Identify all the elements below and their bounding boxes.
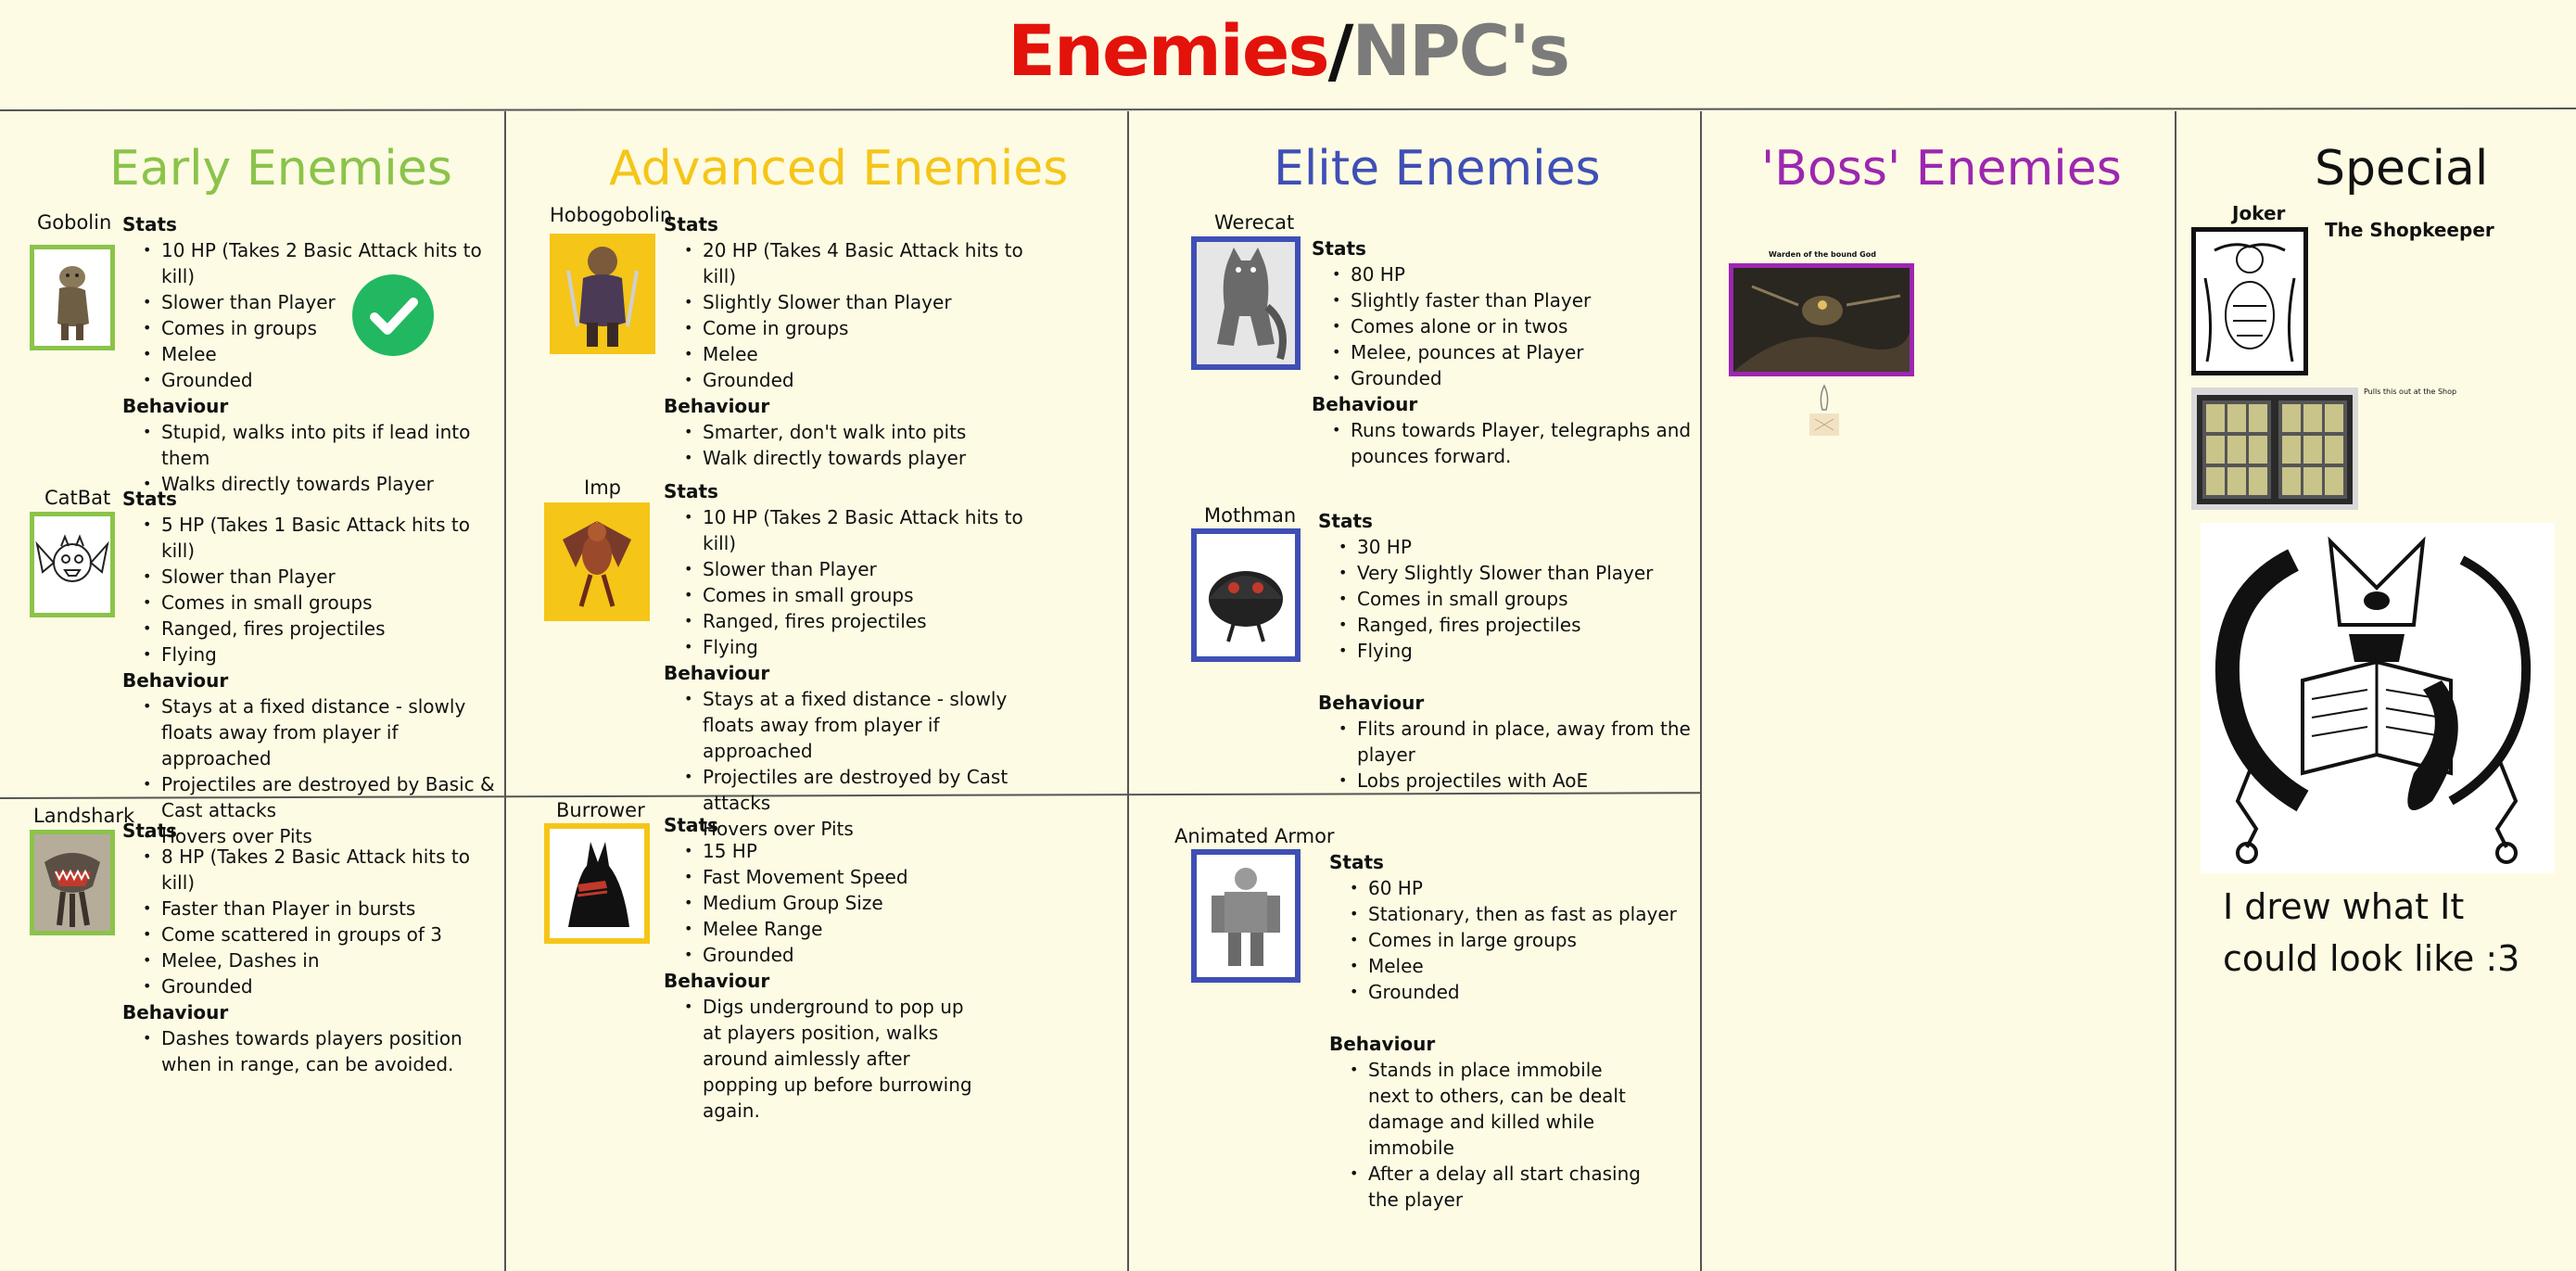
stats-heading: Stats	[122, 488, 177, 510]
behaviour-item: • Digs underground to pop up at players position, walks around aimlessly after popping up before burrowing again.	[664, 994, 979, 1124]
stat-item: • Come scattered in groups of 3	[122, 921, 502, 947]
behaviour-heading: Behaviour	[122, 395, 229, 417]
stat-item: • Melee	[122, 341, 502, 367]
behaviour-item: • Walks directly towards Player	[122, 471, 502, 497]
stat-item: • 15 HP	[664, 838, 1034, 864]
title-enemies: Enemies	[1008, 9, 1328, 92]
stat-item: • Slower than Player	[122, 289, 502, 315]
behaviour-heading: Behaviour	[1318, 692, 1425, 714]
stat-item: • Grounded	[122, 367, 502, 393]
column-heading-boss: 'Boss' Enemies	[1761, 141, 2122, 197]
shopkeeper-drawing-image	[2201, 523, 2555, 873]
stat-item: • Come in groups	[664, 315, 1034, 341]
boss-image	[1729, 263, 1914, 376]
stats-heading: Stats	[1318, 510, 1373, 532]
column-divider-4	[2175, 111, 2176, 1271]
title-npcs: NPC's	[1351, 9, 1568, 92]
behaviour-heading: Behaviour	[664, 970, 770, 992]
behaviour-item: • Stupid, walks into pits if lead into them	[122, 419, 502, 471]
enemy-name-burrower: Burrower	[556, 799, 645, 821]
gobolin-image	[30, 245, 115, 350]
stat-item: • Grounded	[1312, 365, 1694, 391]
stat-item: • Melee Range	[664, 916, 1034, 942]
enemy-name-hobogobolin: Hobogobolin	[550, 204, 673, 226]
behaviour-item: • Hovers over Pits	[664, 816, 1034, 842]
stat-item: • Comes in large groups	[1329, 927, 1694, 953]
behaviour-item: • Hovers over Pits	[122, 823, 502, 849]
landshark-info	[122, 818, 502, 1077]
mothman-info	[1318, 508, 1694, 794]
stat-item: • Flying	[122, 642, 502, 667]
stat-item: • Slower than Player	[122, 564, 502, 590]
stats-heading: Stats	[1329, 851, 1384, 873]
column-divider-2	[1127, 111, 1129, 1271]
burrower-info	[664, 812, 1034, 1124]
behaviour-heading: Behaviour	[1329, 1033, 1436, 1055]
stat-item: • Faster than Player in bursts	[122, 896, 502, 921]
animated-armor-info	[1329, 849, 1694, 1213]
behaviour-item: • Runs towards Player, telegraphs and pounces forward.	[1312, 417, 1694, 469]
behaviour-item: • Smarter, don't walk into pits	[664, 419, 1034, 445]
joker-image	[2191, 227, 2308, 375]
stat-item: • 60 HP	[1329, 875, 1694, 901]
behaviour-item: • Stands in place immobile next to others, can be dealt damage and killed while immobile	[1329, 1057, 1644, 1161]
behaviour-item: • Stays at a fixed distance - slowly floats away from player if approached	[122, 693, 502, 771]
stat-item: • 10 HP (Takes 2 Basic Attack hits to kill)	[122, 237, 502, 289]
stats-heading: Stats	[122, 820, 177, 842]
behaviour-item: • Projectiles are destroyed by Basic & Cast attacks	[122, 771, 502, 823]
stat-item: • Medium Group Size	[664, 890, 1034, 916]
joker-label: Joker	[2232, 202, 2286, 224]
shopkeeper-label: The Shopkeeper	[2325, 219, 2494, 241]
stat-item: • Grounded	[122, 973, 502, 999]
stat-item: • Flying	[664, 634, 1034, 660]
behaviour-heading: Behaviour	[664, 395, 770, 417]
stat-item: • Melee	[664, 341, 1034, 367]
behaviour-heading: Behaviour	[1312, 393, 1418, 415]
card-binder-image	[2191, 388, 2358, 510]
stat-item: • Grounded	[664, 942, 1034, 968]
burrower-image	[544, 823, 650, 944]
behaviour-heading: Behaviour	[122, 669, 229, 692]
column-divider-3	[1700, 111, 1702, 1271]
stat-item: • 10 HP (Takes 2 Basic Attack hits to kill)	[664, 504, 1034, 556]
column-heading-elite: Elite Enemies	[1274, 141, 1601, 197]
hobogobolin-image	[550, 234, 655, 354]
enemy-name-landshark: Landshark	[33, 805, 135, 827]
werecat-info	[1312, 235, 1694, 469]
stats-heading: Stats	[664, 213, 718, 235]
boss-sketch-image	[1804, 382, 1845, 439]
enemy-name-mothman: Mothman	[1204, 504, 1297, 527]
stat-item: • Comes in small groups	[664, 582, 1034, 608]
behaviour-item: • Walk directly towards player	[664, 445, 1034, 471]
behaviour-item: • Lobs projectiles with AoE	[1318, 768, 1694, 794]
enemy-name-catbat: CatBat	[44, 487, 111, 509]
binder-caption: Pulls this out at the Shop	[2364, 388, 2457, 396]
behaviour-item: • Dashes towards players position when in range, can be avoided.	[122, 1025, 502, 1077]
behaviour-item: • Stays at a fixed distance - slowly floats away from player if approached	[664, 686, 1034, 764]
enemy-name-werecat: Werecat	[1214, 211, 1295, 234]
stat-item: • Fast Movement Speed	[664, 864, 1034, 890]
stat-item: • Comes in small groups	[1318, 586, 1694, 612]
landshark-image	[30, 830, 115, 935]
stat-item: • 80 HP	[1312, 261, 1694, 287]
imp-info	[664, 478, 1034, 842]
stat-item: • Comes in groups	[122, 315, 502, 341]
catbat-image	[30, 512, 115, 617]
animated-armor-image	[1191, 849, 1301, 983]
column-heading-early: Early Enemies	[109, 141, 452, 197]
stat-item: • Ranged, fires projectiles	[1318, 612, 1694, 638]
stats-heading: Stats	[664, 814, 718, 836]
boss-caption: Warden of the bound God	[1769, 250, 1876, 259]
header-divider	[0, 108, 2576, 110]
catbat-info	[122, 486, 502, 849]
enemy-name-imp: Imp	[584, 477, 621, 499]
stat-item: • 8 HP (Takes 2 Basic Attack hits to kill)	[122, 844, 502, 896]
mothman-image	[1191, 528, 1301, 662]
enemy-name-animated-armor: Animated Armor	[1174, 825, 1335, 847]
gobolin-info	[122, 211, 502, 497]
imp-image	[544, 502, 650, 621]
hobogobolin-info	[664, 211, 1034, 471]
stats-heading: Stats	[664, 480, 718, 502]
stat-item: • Ranged, fires projectiles	[664, 608, 1034, 634]
stat-item: • Comes in small groups	[122, 590, 502, 616]
enemy-name-gobolin: Gobolin	[37, 211, 112, 234]
stat-item: • Very Slightly Slower than Player	[1318, 560, 1694, 586]
stat-item: • Stationary, then as fast as player	[1329, 901, 1694, 927]
shopkeeper-note: I drew what It could look like :3	[2223, 886, 2520, 979]
behaviour-item: • After a delay all start chasing the player	[1329, 1161, 1644, 1213]
stat-item: • 5 HP (Takes 1 Basic Attack hits to kill)	[122, 512, 502, 564]
stat-item: • Slightly faster than Player	[1312, 287, 1694, 313]
stats-heading: Stats	[122, 213, 177, 235]
page-title	[0, 9, 2576, 92]
stat-item: • Comes alone or in twos	[1312, 313, 1694, 339]
stat-item: • Melee, Dashes in	[122, 947, 502, 973]
stat-item: • Slower than Player	[664, 556, 1034, 582]
behaviour-item: • Projectiles are destroyed by Cast attacks	[664, 764, 1034, 816]
behaviour-heading: Behaviour	[122, 1001, 229, 1023]
stat-item: • Grounded	[1329, 979, 1694, 1005]
werecat-image	[1191, 236, 1301, 370]
column-heading-advanced: Advanced Enemies	[609, 141, 1069, 197]
stat-item: • 20 HP (Takes 4 Basic Attack hits to kill)	[664, 237, 1034, 289]
checkmark-icon	[352, 274, 434, 356]
stats-heading: Stats	[1312, 237, 1366, 260]
stat-item: • Ranged, fires projectiles	[122, 616, 502, 642]
stat-item: • Slightly Slower than Player	[664, 289, 1034, 315]
column-heading-special: Special	[2315, 141, 2489, 197]
column-divider-1	[504, 111, 506, 1271]
stat-item: • Flying	[1318, 638, 1694, 664]
behaviour-item: • Flits around in place, away from the player	[1318, 716, 1694, 768]
title-slash: /	[1327, 9, 1352, 92]
behaviour-heading: Behaviour	[664, 662, 770, 684]
stat-item: • 30 HP	[1318, 534, 1694, 560]
stat-item: • Melee	[1329, 953, 1694, 979]
stat-item: • Melee, pounces at Player	[1312, 339, 1694, 365]
stat-item: • Grounded	[664, 367, 1034, 393]
